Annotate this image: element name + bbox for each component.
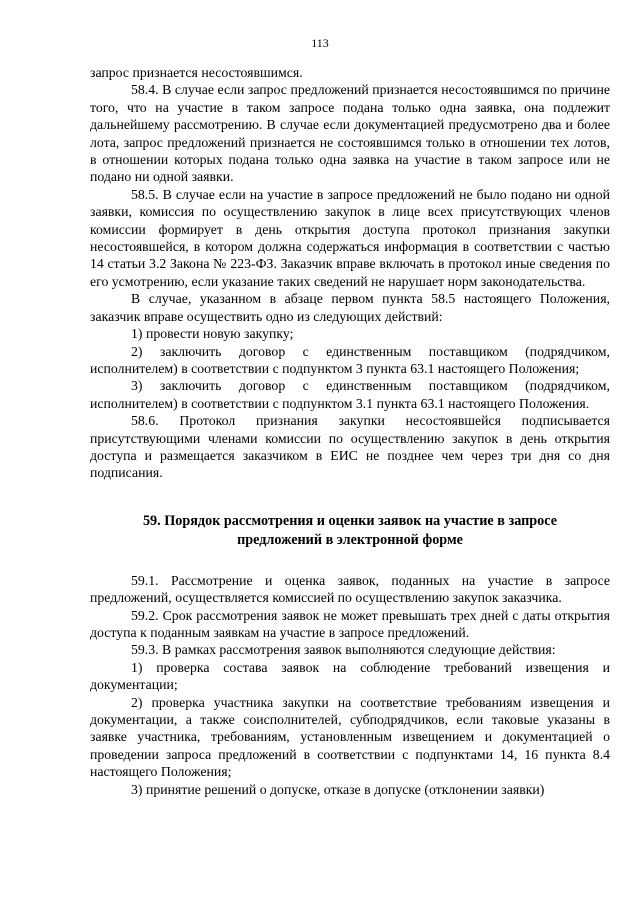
paragraph-59-2: 59.2. Срок рассмотрения заявок не может превышать трех дней с даты открытия доступа к поданным заявкам на участие в запросе предложений. [90,607,610,640]
section-58-body [90,64,610,482]
list-item: 3) заключить договор с единственным поставщиком (подрядчиком, исполнителем) в соответствии с подпунктом 3.1 пункта 63.1 настоящего Положения. [90,378,610,411]
paragraph-59-3: 59.3. В рамках рассмотрения заявок выполняются следующие действия: [131,642,556,658]
paragraph: запрос признается несостоявшимся. [90,65,303,80]
page-number: 113 [311,36,329,50]
section-59-body [90,572,610,798]
list-item: 3) принятие решений о допуске, отказе в допуске (отклонении заявки) [131,781,545,797]
list-item: 2) проверка участника закупки на соответствие требованиям извещения и документации, а также соисполнителей, субподрядчиков, если таковые указаны в заявке участника, требованиям, установленным извещением и документацией о проведении запроса предложений в соответствии с подпунктами 14, 16 пункта 8.4 настоящего Положения; [90,694,610,780]
section-59-heading: 59. Порядок рассмотрения и оценки заявок на участие в запросе предложений в электронной форме [142,512,558,548]
list-item: 1) провести новую закупку; [131,326,294,342]
paragraph-58-5: 58.5. В случае если на участие в запросе предложений не было подано ни одной заявки, комиссия по осуществлению закупок в лице всех присутствующих членов комиссии формирует в день открытия доступа протокол признания закупки несостоявшейся, в котором должна содержаться информация в соответствии с частью 14 статьи 3.2 Закона № 223-ФЗ. Заказчик вправе включать в протокол иные сведения по его усмотрению, если указание таких сведений не нарушает норм законодательства. [90,186,610,289]
paragraph-58-6: 58.6. Протокол признания закупки несостоявшейся подписывается присутствующими членами комиссии по осуществлению закупок в день открытия доступа и размещается заказчиком в ЕИС не позднее чем через три дня со дня подписания. [90,413,610,481]
paragraph-59-1: 59.1. Рассмотрение и оценка заявок, поданных на участие в запросе предложений, осуществляется комиссией по осуществлению закупок заказчика. [90,572,610,606]
list-item: 2) заключить договор с единственным поставщиком (подрядчиком, исполнителем) в соответствии с подпунктом 3 пункта 63.1 настоящего Положения; [90,343,610,376]
document-body [90,64,610,798]
list-item: 1) проверка состава заявок на соблюдение требований извещения и документации; [90,659,610,693]
paragraph-58-4: 58.4. В случае если запрос предложений признается несостоявшимся по причине того, что на участие в таком запросе подана только одна заявка, она подлежит дальнейшему рассмотрению. В случае если документацией предусмотрено два и более лота, запрос предложений признается не состоявшимся только в отношении тех лотов, в отношении которых подана только одна заявка на участие в таком запросе или не подано ни одной заявки. [90,82,610,185]
paragraph: В случае, указанном в абзаце первом пункта 58.5 настоящего Положения, заказчик вправе осуществить одно из следующих действий: [90,291,610,324]
